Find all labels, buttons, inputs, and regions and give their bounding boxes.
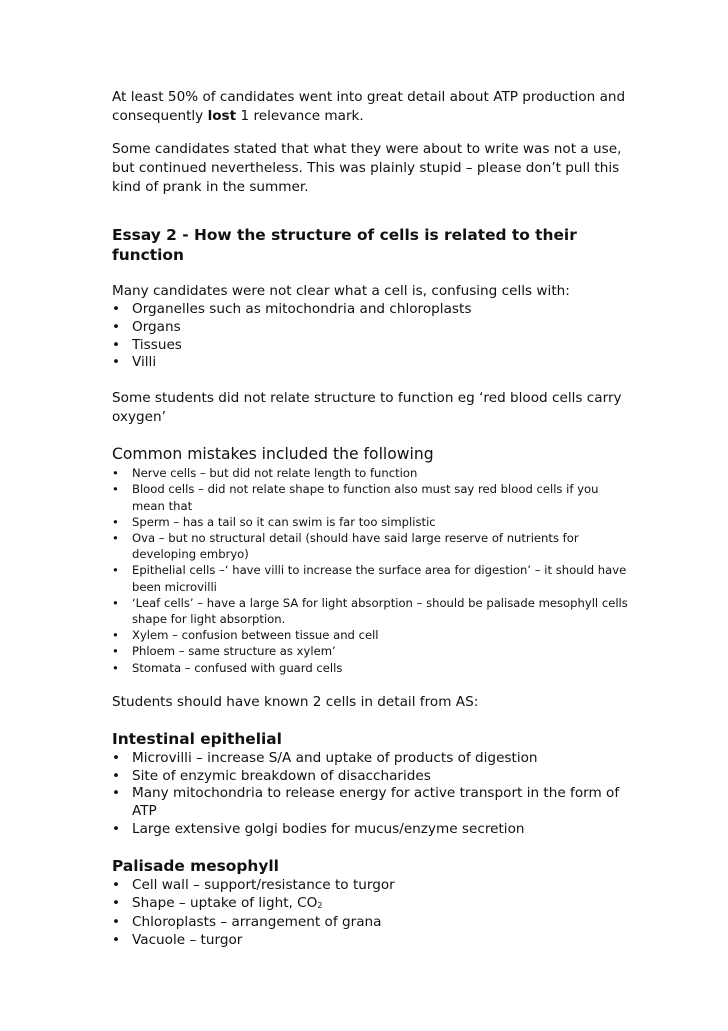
palisade-mesophyll-heading: Palisade mesophyll <box>112 856 279 875</box>
list-item: • Sperm – has a tail so it can swim is far too simplistic <box>112 514 436 529</box>
list-item: • Villi <box>112 354 157 371</box>
list-item: • Large extensive golgi bodies for mucus/enzyme secretion <box>112 821 525 838</box>
bullet-icon: • <box>112 531 119 545</box>
co2-subscript: 2 <box>317 900 323 910</box>
list-item: • Cell wall – support/resistance to turgor <box>112 876 395 893</box>
bullet-icon: • <box>112 876 121 893</box>
document-body <box>112 88 632 950</box>
bullet-icon: • <box>112 821 121 838</box>
bullet-icon: • <box>112 767 121 784</box>
essay-heading: Essay 2 - How the structure of cells is related to their function <box>112 226 577 264</box>
list-item: • Organs <box>112 318 181 335</box>
list-item: • Many mitochondria to release energy for active transport in the form of ATP <box>112 785 620 820</box>
list-item: • Site of enzymic breakdown of disaccharides <box>112 767 431 784</box>
mistakes-heading: Common mistakes included the following <box>112 445 434 464</box>
bullet-icon: • <box>112 466 119 481</box>
bullet-icon: • <box>112 628 119 643</box>
intro-bold-lost: lost <box>207 108 237 124</box>
palisade-mesophyll-list <box>112 877 632 950</box>
cells-intro-text: Many candidates were not clear what a cell is, confusing cells with: <box>112 283 570 299</box>
intro-paragraph-prank: Some candidates stated that what they were about to write was not a use, but continued nevertheless. This was plainly stupid – please don’t pull this kind of prank in the summer. <box>112 141 622 195</box>
intro-text-end: 1 relevance mark. <box>236 108 364 124</box>
list-item: • Phloem – same structure as xylem’ <box>112 644 336 659</box>
intro-text-start: At least 50% of candidates went into great detail about ATP production and consequently <box>112 89 626 124</box>
list-item: • Chloroplasts – arrangement of grana <box>112 914 382 931</box>
bullet-icon: • <box>112 354 121 371</box>
list-item: • Tissues <box>112 336 182 353</box>
bullet-icon: • <box>112 595 119 610</box>
known-cells-note: Students should have known 2 cells in detail from AS: <box>112 693 479 710</box>
bullet-icon: • <box>112 482 119 497</box>
list-item: • Vacuole – turgor <box>112 932 243 949</box>
list-item: • Organelles such as mitochondria and chloroplasts <box>112 301 472 317</box>
list-item: • ‘Leaf cells’ – have a large SA for light absorption – should be palisade mesophyll cells shape for light absorption. <box>112 595 628 627</box>
bullet-icon: • <box>112 336 121 353</box>
list-item: • Nerve cells – but did not relate length to function <box>112 466 418 481</box>
bullet-icon: • <box>112 660 119 675</box>
bullet-icon: • <box>112 894 121 911</box>
list-item: • Xylem – confusion between tissue and cell <box>112 628 379 643</box>
list-item: • Microvilli – increase S/A and uptake of products of digestion <box>112 749 538 766</box>
list-item: • Epithelial cells –‘ have villi to increase the surface area for digestion’ – it should have been microvilli <box>112 563 627 594</box>
mistakes-list <box>112 465 632 676</box>
confusion-list <box>112 301 632 372</box>
intestinal-epithelial-list <box>112 750 632 839</box>
list-item: • Stomata – confused with guard cells <box>112 660 343 675</box>
bullet-icon: • <box>112 932 121 949</box>
intro-paragraph-atp <box>112 88 632 126</box>
list-item: • Shape – uptake of light, $CO_2$ <box>112 894 323 911</box>
bullet-icon: • <box>112 644 119 659</box>
bullet-icon: • <box>112 749 121 766</box>
bullet-icon: • <box>112 514 119 529</box>
bullet-icon: • <box>112 563 119 578</box>
relate-structure-note: Some students did not relate structure to function eg ‘red blood cells carry oxygen’ <box>112 390 622 426</box>
intestinal-epithelial-heading: Intestinal epithelial <box>112 729 282 748</box>
list-item: • Ova – but no structural detail (should have said large reserve of nutrients for developing embryo) <box>112 531 579 562</box>
bullet-icon: • <box>112 318 121 335</box>
list-item: • Blood cells – did not relate shape to function also must say red blood cells if you mean that <box>112 482 599 513</box>
bullet-icon: • <box>112 301 121 317</box>
bullet-icon: • <box>112 785 121 802</box>
bullet-icon: • <box>112 914 121 931</box>
